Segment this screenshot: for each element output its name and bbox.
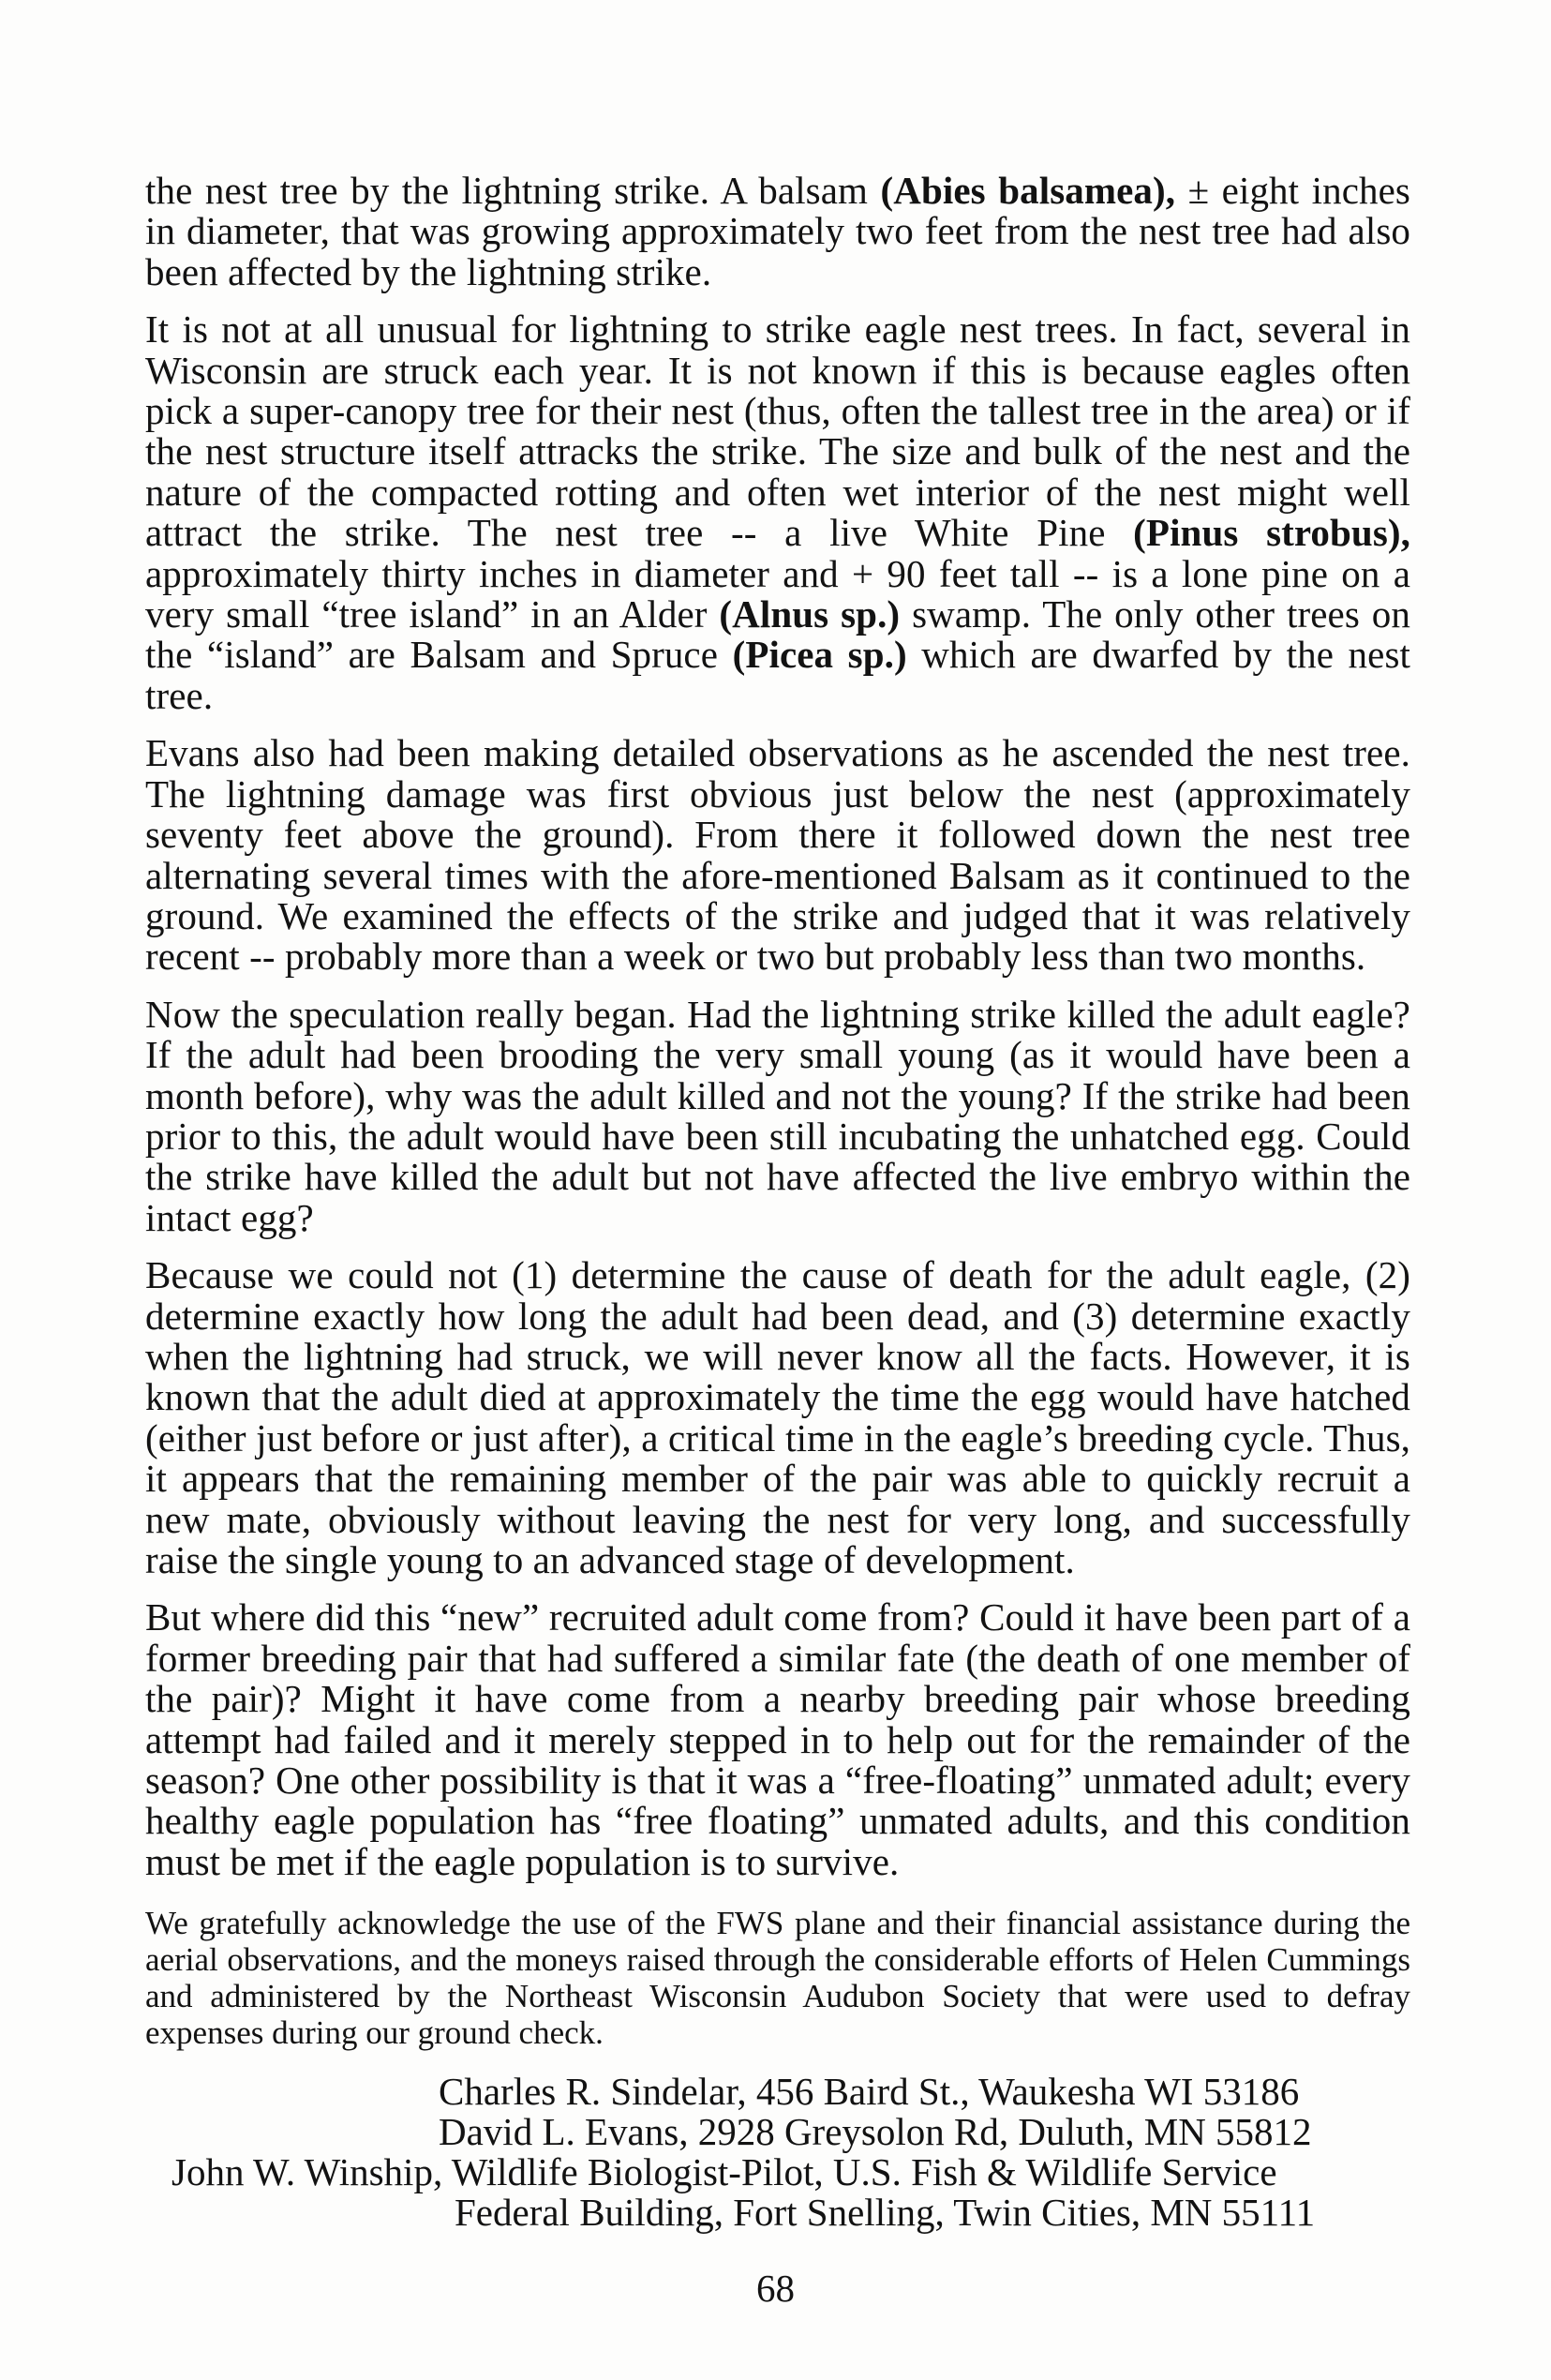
paragraph-conclusions: Because we could not (1) determine the cause of death for the adult eagle, (2) determine exactly how long the adult had been dead, and (3) determine exactly when the lightning had struck, we will never know all the facts. However, it is known that the adult died at approximately the time the egg would have hatched (either just before or just after), a critical time in the eagle’s breeding cycle. Thus, it appears that the remaining member of the pair was able to quickly recruit a new mate, obviously without leaving the nest for very long, and successfully raise the single young to an advanced stage of development.: [145, 1253, 1410, 1581]
paragraph-lightning-eagle-trees: It is not at all unusual for lightning to strike eagle nest trees. In fact, several in Wisconsin are struck each year. It is not known if this is because eagles often pick a super-canopy tree for their nest (thus, often the tallest tree in the area) or if the nest structure itself attracks the strike. The size and bulk of the nest and the nature of the compacted rotting and often wet interior of the nest might well attract the strike. The nest tree -- a live White Pine (Pinus strobus), approximately thirty inches in diameter and + 90 feet tall -- is a lone pine on a very small “tree island” in an Alder (Alnus sp.) swamp. The only other trees on the “island” are Balsam and Spruce (Picea sp.) which are dwarfed by the nest tree.: [145, 307, 1411, 717]
latin-species-name: (Picea sp.): [732, 633, 907, 677]
paragraph-lightning-damage: the nest tree by the lightning strike. A balsam (Abies balsamea), ± eight inches in diameter, that was growing approximately two feet from the nest tree had also been affected by the lightning strike.: [145, 169, 1410, 293]
article-body: [145, 171, 1410, 2233]
paragraph-recruited-adult: But where did this “new” recruited adult come from? Could it have been part of a former breeding pair that had suffered a similar fate (the death of one member of the pair)? Might it have come from a nearby breeding pair whose breeding attempt had failed and it merely stepped in to help out for the remainder of the season? One other possibility is that it was a “free-floating” unmated adult; every healthy eagle population has “free floating” unmated adults, and this condition must be met if the eagle population is to survive.: [145, 1595, 1410, 1883]
author-sindelar: Charles R. Sindelar, 456 Baird St., Waukesha WI 53186: [439, 2070, 1300, 2114]
author-evans: David L. Evans, 2928 Greysolon Rd, Duluth, MN 55812: [439, 2110, 1312, 2154]
acknowledgment: We gratefully acknowledge the use of the FWS plane and their financial assistance during the aerial observations, and the moneys raised through the considerable efforts of Helen Cummings and administered by the Northeast Wisconsin Audubon Society that were used to defray expenses during our ground check.: [145, 1905, 1410, 2052]
author-winship-address: Federal Building, Fort Snelling, Twin Cities, MN 55111: [455, 2191, 1316, 2235]
author-addresses: [145, 2072, 1410, 2233]
page-number: 68: [756, 2267, 795, 2310]
paragraph-speculation: Now the speculation really began. Had the lightning strike killed the adult eagle? If the adult had been brooding the very small young (as it would have been a month before), why was the adult killed and not the young? If the strike had been prior to this, the adult would have been still incubating the unhatched egg. Could the strike have killed the adult but not have affected the live embryo within the intact egg?: [145, 992, 1410, 1239]
latin-species-name: (Abies balsamea),: [880, 169, 1176, 212]
latin-species-name: (Pinus strobus),: [1133, 511, 1410, 555]
paragraph-evans-observations: Evans also had been making detailed observations as he ascended the nest tree. The lightning damage was first obvious just below the nest (approximately seventy feet above the ground). From there it followed down the nest tree alternating several times with the afore-mentioned Balsam as it continued to the ground. We examined the effects of the strike and judged that it was relatively recent -- probably more than a week or two but probably less than two months.: [145, 731, 1410, 979]
latin-species-name: (Alnus sp.): [719, 592, 901, 636]
author-winship: John W. Winship, Wildlife Biologist-Pilot, U.S. Fish & Wildlife Service: [172, 2150, 1277, 2194]
